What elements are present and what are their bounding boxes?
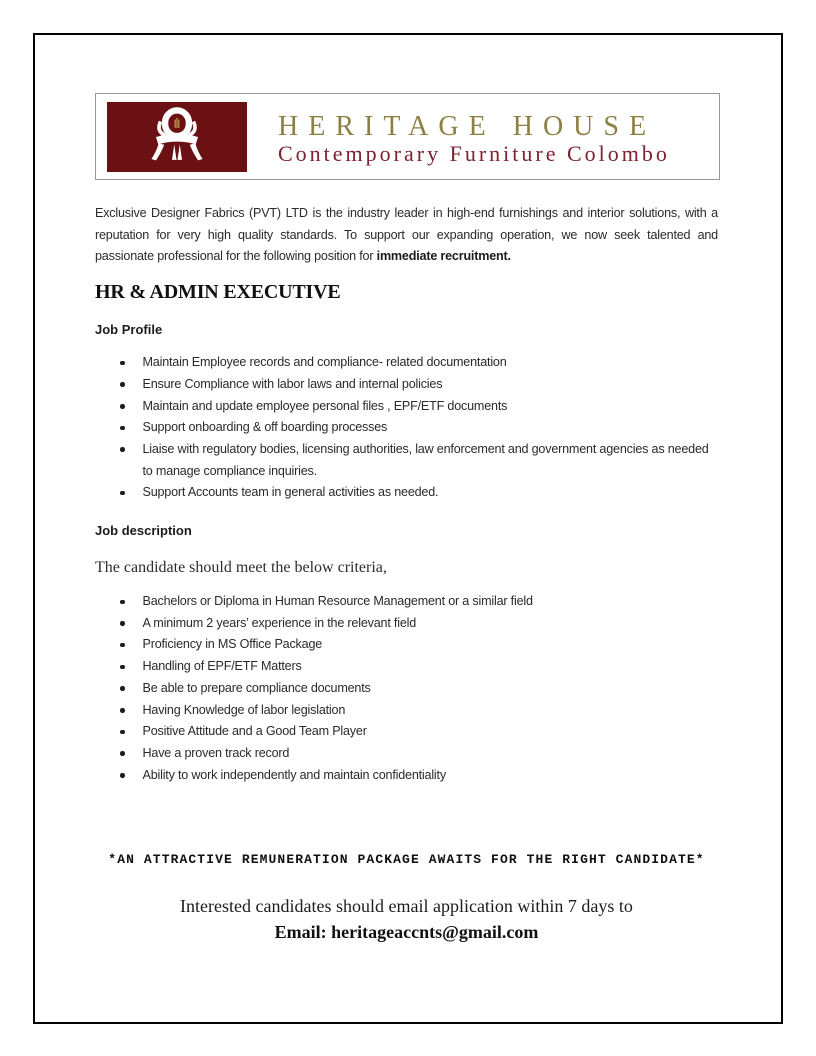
bullet-text: Be able to prepare compliance documents [142,680,371,695]
criteria-intro: The candidate should meet the below criteria, [95,559,387,577]
contact-email: Email: heritageaccnts@gmail.com [274,922,539,943]
bullet-marker [120,730,125,735]
bullet-marker [120,382,125,387]
intro-paragraph [95,203,718,268]
bullet-text: Handling of EPF/ETF Matters [142,659,302,674]
bullet-text: Maintain and update employee personal files , EPF/ETF documents [142,398,508,413]
job-description-item [95,634,718,656]
job-description-item [95,656,718,678]
bullet-text: Maintain Employee records and compliance- related documentation [142,355,507,370]
job-profile-heading: Job Profile [95,322,163,338]
job-profile-item [95,439,718,482]
bullet-text: Ensure Compliance with labor laws and internal policies [142,376,443,391]
bullet-marker [120,426,125,431]
job-description-item [95,700,718,722]
bullet-marker [120,773,125,778]
intro-text: Exclusive Designer Fabrics (PVT) LTD is the industry leader in high-end furnishings and interior solutions, with a reputation for very high quality standards. To support our expanding operation, we now seek talented and passionate professional for the following position for [95,206,718,264]
bullet-marker [120,708,125,713]
bullet-text: Ability to work independently and maintain confidentiality [142,767,446,782]
company-logo [95,93,720,180]
job-profile-item [95,396,718,418]
bullet-text: Support Accounts team in general activities as needed. [142,485,439,500]
apply-instruction: Interested candidates should email application within 7 days to [180,896,633,917]
page-border [33,33,783,1024]
bullet-marker [120,643,125,648]
brand-tagline: Contemporary Furniture Colombo [278,140,670,166]
bullet-text: Support onboarding & off boarding processes [142,420,388,435]
position-title: HR & ADMIN EXECUTIVE [95,281,341,304]
job-profile-item [95,417,718,439]
brand-name: HERITAGE HOUSE [278,110,657,142]
bullet-marker [120,491,125,496]
bullet-text: Positive Attitude and a Good Team Player [142,724,367,739]
logo-text [278,109,670,165]
bullet-marker [120,621,125,626]
bullet-text: Have a proven track record [142,745,290,760]
bullet-marker [120,404,125,409]
bullet-text: Having Knowledge of labor legislation [142,702,346,717]
bullet-marker [120,665,125,670]
document-content [35,35,781,944]
job-profile-item [95,352,718,374]
bullet-text: Proficiency in MS Office Package [142,637,323,652]
bullet-marker [120,361,125,366]
job-description-item [95,743,718,765]
bullet-text: A minimum 2 years’ experience in the relevant field [142,615,417,630]
bullet-text: Bachelors or Diploma in Human Resource Management or a similar field [142,594,533,609]
job-description-item [95,678,718,700]
job-description-item [95,613,718,635]
job-profile-list [95,352,718,504]
bullet-marker [120,600,125,605]
logo-chair-tile [107,102,247,172]
job-description-item [95,591,718,613]
job-profile-item [95,374,718,396]
bullet-text: Liaise with regulatory bodies, licensing authorities, law enforcement and government agencies as needed to manage compliance inquiries. [142,441,709,478]
bullet-marker [120,751,125,756]
job-description-item [95,721,718,743]
remuneration-banner: *AN ATTRACTIVE REMUNERATION PACKAGE AWAITS FOR THE RIGHT CANDIDATE* [108,852,705,868]
job-description-list [95,591,718,786]
job-description-item [95,765,718,787]
chair-icon [145,107,209,167]
job-profile-item [95,482,718,504]
bullet-marker [120,447,125,452]
intro-bold-text: immediate recruitment. [376,249,511,264]
bullet-marker [120,686,125,691]
job-description-heading: Job description [95,523,192,539]
